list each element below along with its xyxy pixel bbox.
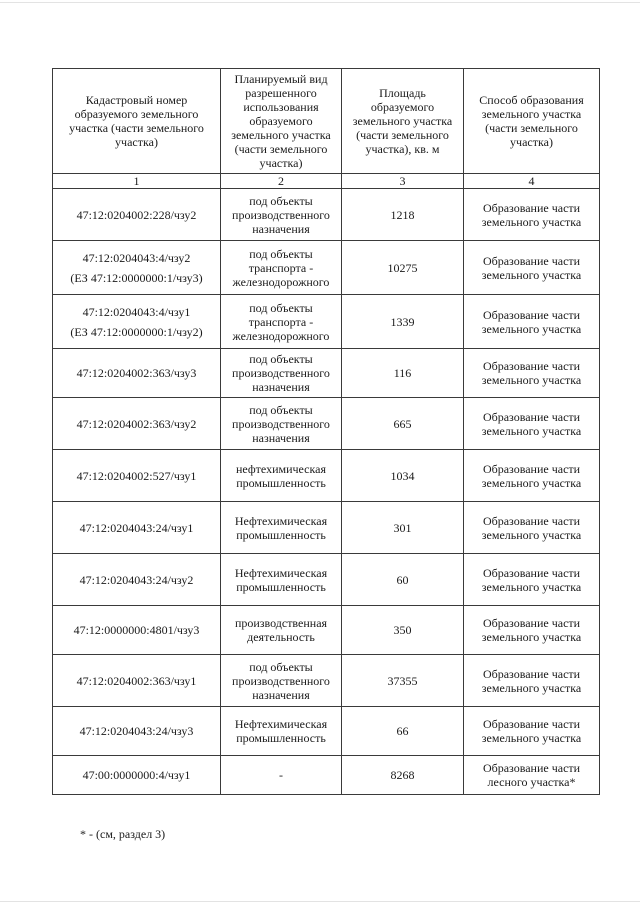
use-cell: под объекты транспорта - железнодорожного [221,295,342,349]
use-cell: под объекты производственного назначения [221,655,342,707]
cadastral-number: 47:12:0000000:4801/чзу3 [73,623,200,637]
table-row [53,606,600,655]
column-number: 4 [464,174,600,189]
cadastral-number-cell [53,554,221,606]
cadastral-number-cell [53,606,221,655]
cadastral-number-cell [53,398,221,450]
cadastral-number-cell [53,189,221,241]
method-cell: Образование части земельного участка [464,241,600,295]
table-row [53,189,600,241]
table-row [53,554,600,606]
method-cell: Образование части земельного участка [464,554,600,606]
column-number: 2 [221,174,342,189]
cadastral-number-cell [53,756,221,795]
cadastral-number: 47:12:0204043:4/чзу2 [82,250,191,265]
cadastral-note: (ЕЗ 47:12:0000000:1/чзу3) [70,270,203,285]
table-row [53,349,600,398]
footnote: * - (см, раздел 3) [80,827,166,841]
method-cell: Образование части земельного участка [464,349,600,398]
table-row [53,450,600,502]
header-method: Способ образования земельного участка (части земельного участка) [464,69,600,174]
area-cell: 66 [342,707,464,756]
header-area: Площадь образуемого земельного участка (части земельного участка), кв. м [342,69,464,174]
use-cell: под объекты транспорта - железнодорожного [221,241,342,295]
use-cell: под объекты производственного назначения [221,189,342,241]
table-row [53,398,600,450]
method-cell: Образование части земельного участка [464,606,600,655]
area-cell: 350 [342,606,464,655]
cadastral-number: 47:12:0204002:527/чзу1 [76,468,197,483]
cadastral-number-cell [53,655,221,707]
method-cell: Образование части земельного участка [464,502,600,554]
use-cell: Нефтехимическая промышленность [221,554,342,606]
cadastral-number-cell [53,349,221,398]
cadastral-number: 47:12:0204043:24/чзу3 [79,724,194,738]
cadastral-number: 47:12:0204002:363/чзу3 [76,366,197,380]
cadastral-number: 47:00:0000000:4/чзу1 [82,768,191,782]
use-cell: нефтехимическая промышленность [221,450,342,502]
table-row [53,502,600,554]
table-body [53,69,600,795]
header-cadastral: Кадастровый номер образуемого земельного участка (части земельного участка) [53,69,221,174]
cadastral-number: 47:12:0204002:363/чзу2 [76,416,197,431]
cadastral-number: 47:12:0204043:24/чзу2 [79,572,194,587]
cadastral-number-cell [53,502,221,554]
column-numbers-row [53,174,600,189]
area-cell: 37355 [342,655,464,707]
area-cell: 116 [342,349,464,398]
area-cell: 1034 [342,450,464,502]
method-cell: Образование части земельного участка [464,295,600,349]
column-number: 3 [342,174,464,189]
table-row [53,241,600,295]
use-cell: под объекты производственного назначения [221,349,342,398]
method-cell: Образование части земельного участка [464,189,600,241]
area-cell: 8268 [342,756,464,795]
use-cell: под объекты производственного назначения [221,398,342,450]
use-cell: производственная деятельность [221,606,342,655]
use-cell: Нефтехимическая промышленность [221,707,342,756]
area-cell: 1218 [342,189,464,241]
area-cell: 10275 [342,241,464,295]
method-cell: Образование части земельного участка [464,450,600,502]
area-cell: 1339 [342,295,464,349]
cadastral-number: 47:12:0204043:24/чзу1 [79,520,194,535]
table-row [53,707,600,756]
use-cell: Нефтехимическая промышленность [221,502,342,554]
cadastral-number: 47:12:0204002:363/чзу1 [76,673,197,688]
column-number: 1 [53,174,221,189]
header-use: Планируемый вид разрешенного использования образуемого земельного участка (части земельного участка) [221,69,342,174]
table-row [53,756,600,795]
area-cell: 60 [342,554,464,606]
method-cell: Образование части земельного участка [464,655,600,707]
area-cell: 301 [342,502,464,554]
table-row [53,655,600,707]
page-edge-bottom [0,901,640,902]
cadastral-note: (ЕЗ 47:12:0000000:1/чзу2) [70,324,203,339]
page-edge-top [0,2,640,3]
method-cell: Образование части лесного участка* [464,756,600,795]
land-plots-table [52,68,600,795]
cadastral-number-cell [53,241,221,295]
method-cell: Образование части земельного участка [464,707,600,756]
header-row [53,69,600,174]
cadastral-number-cell [53,295,221,349]
cadastral-number-cell [53,450,221,502]
area-cell: 665 [342,398,464,450]
cadastral-number: 47:12:0204002:228/чзу2 [76,207,197,222]
use-cell: - [221,756,342,795]
method-cell: Образование части земельного участка [464,398,600,450]
cadastral-number-cell [53,707,221,756]
table-row [53,295,600,349]
cadastral-number: 47:12:0204043:4/чзу1 [82,304,191,319]
